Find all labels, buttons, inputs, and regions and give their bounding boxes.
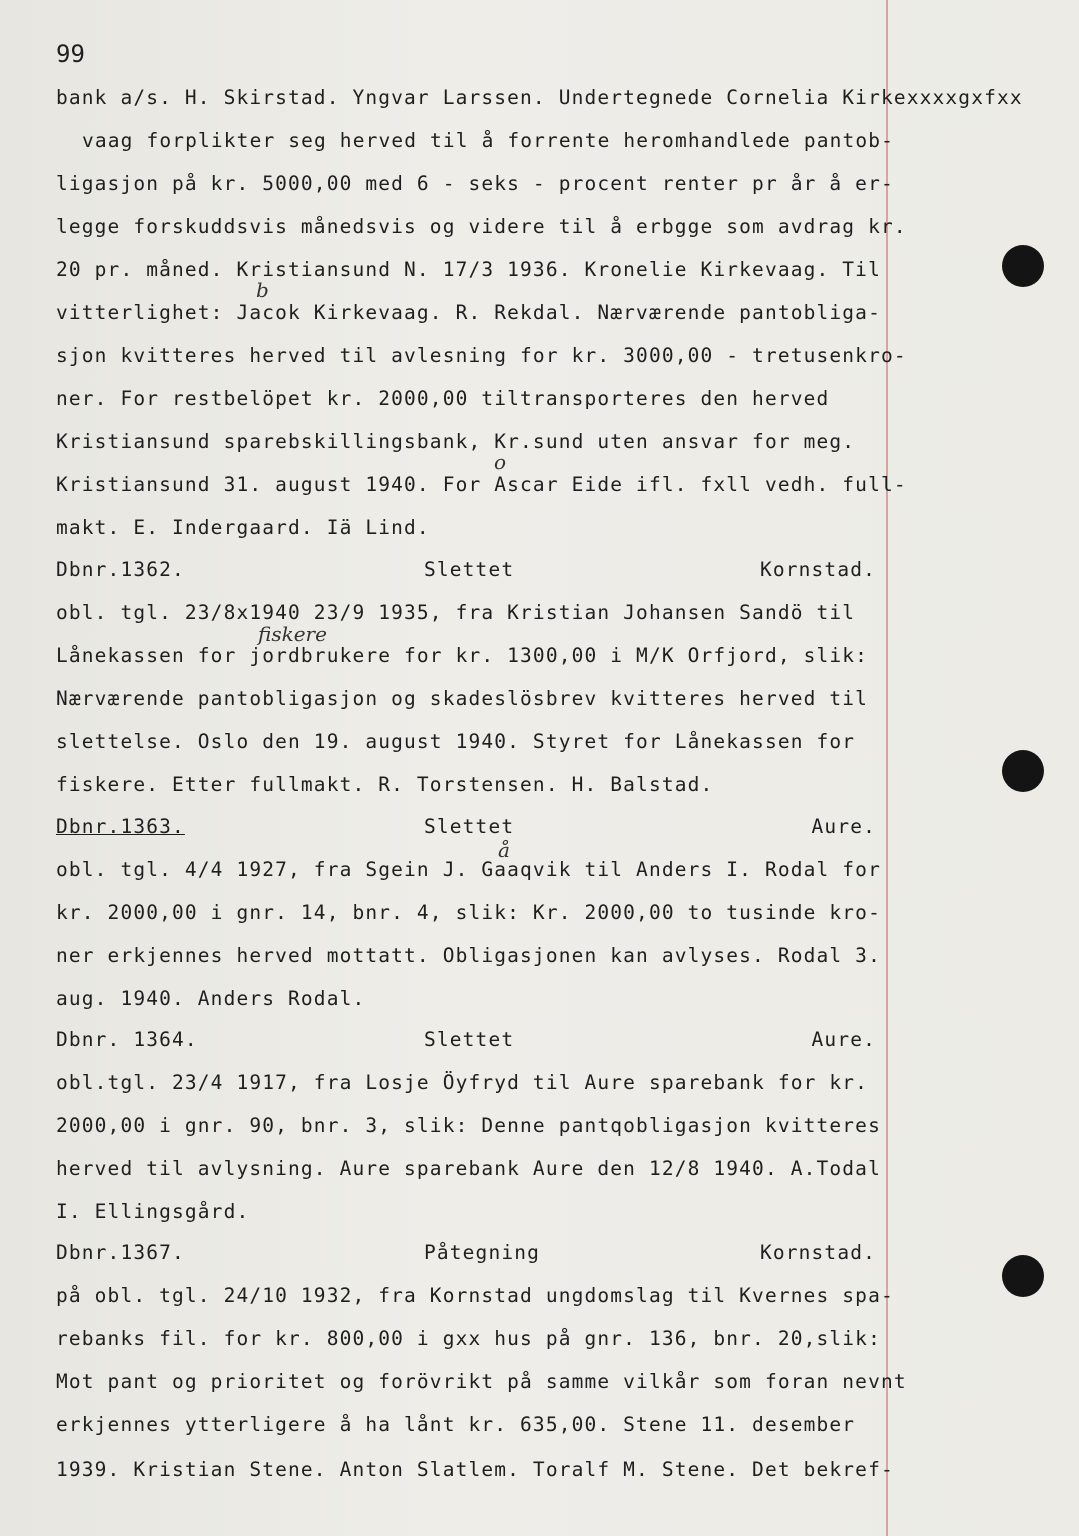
handwritten-correction: b [256, 278, 269, 302]
entry-action: Slettet [424, 1028, 515, 1051]
text-line: ner erkjennes herved mottatt. Obligasjonen kan avlyses. Rodal 3. [56, 944, 881, 967]
text-line: makt. E. Indergaard. Iä Lind. [56, 516, 430, 539]
text-line: I. Ellingsgård. [56, 1200, 250, 1223]
text-line: kr. 2000,00 i gnr. 14, bnr. 4, slik: Kr. 2000,00 to tusinde kro- [56, 901, 881, 924]
text-line: sjon kvitteres herved til avlesning for kr. 3000,00 - tretusenkro- [56, 344, 907, 367]
text-line: Kristiansund 31. august 1940. For Ascar Eide ifl. fxll vedh. full- [56, 473, 907, 496]
text-line: ner. For restbelöpet kr. 2000,00 tiltransporteres den herved [56, 387, 830, 410]
text-line: obl. tgl. 23/8x1940 23/9 1935, fra Kristian Johansen Sandö til [56, 601, 856, 624]
entry-number: Dbnr. 1364. [56, 1028, 198, 1051]
entry-place: Kornstad. [759, 1241, 876, 1264]
entry-number: Dbnr.1362. [56, 558, 185, 581]
text-line: herved til avlysning. Aure sparebank Aure den 12/8 1940. A.Todal [56, 1157, 881, 1180]
entry-number: Dbnr.1367. [56, 1241, 185, 1264]
text-line: obl.tgl. 23/4 1917, fra Losje Öyfryd til Aure sparebank for kr. [56, 1071, 869, 1094]
handwritten-correction: o [494, 450, 507, 474]
text-line: på obl. tgl. 24/10 1932, fra Kornstad ungdomslag til Kvernes spa- [56, 1284, 894, 1307]
text-line: aug. 1940. Anders Rodal. [56, 987, 366, 1010]
text-line: bank a/s. H. Skirstad. Yngvar Larssen. Undertegnede Cornelia Kirkexxxxgxfxx [56, 86, 1023, 109]
punch-hole [1002, 750, 1044, 792]
entry-place: Kornstad. [759, 558, 876, 581]
handwritten-insert: fiskere [258, 622, 327, 646]
text-line: vaag forplikter seg herved til å forrente heromhandlede pantob- [82, 129, 895, 152]
text-line: slettelse. Oslo den 19. august 1940. Styret for Lånekassen for [56, 730, 856, 753]
entry-action: Påtegning [424, 1241, 541, 1264]
entry-place: Aure. [811, 1028, 876, 1051]
text-line: 2000,00 i gnr. 90, bnr. 3, slik: Denne pantqobligasjon kvitteres [56, 1114, 881, 1137]
text-line: Mot pant og prioritet og forövrikt på samme vilkår som foran nevnt [56, 1370, 907, 1393]
entry-action: Slettet [424, 558, 515, 581]
text-line: Lånekassen for jordbrukere for kr. 1300,00 i M/K Orfjord, slik: [56, 644, 869, 667]
handwritten-correction: å [498, 838, 510, 862]
text-line: rebanks fil. for kr. 800,00 i gxx hus på gnr. 136, bnr. 20,slik: [56, 1327, 881, 1350]
text-line: fiskere. Etter fullmakt. R. Torstensen. H. Balstad. [56, 773, 714, 796]
entry-header [56, 1241, 876, 1265]
text-line: obl. tgl. 4/4 1927, fra Sgein J. Gaaqvik til Anders I. Rodal for [56, 858, 881, 881]
text-line: Nærværende pantobligasjon og skadeslösbrev kvitteres herved til [56, 687, 869, 710]
punch-hole [1002, 1255, 1044, 1297]
text-line: vitterlighet: Jacok Kirkevaag. R. Rekdal. Nærværende pantobliga- [56, 301, 881, 324]
entry-header [56, 558, 876, 582]
text-line: legge forskuddsvis månedsvis og videre til å erbgge som avdrag kr. [56, 215, 907, 238]
text-line: 1939. Kristian Stene. Anton Slatlem. Toralf M. Stene. Det bekref- [56, 1458, 894, 1481]
text-line: ligasjon på kr. 5000,00 med 6 - seks - procent renter pr år å er- [56, 172, 894, 195]
entry-header [56, 1028, 876, 1052]
text-line: 20 pr. måned. Kristiansund N. 17/3 1936. Kronelie Kirkevaag. Til [56, 258, 881, 281]
text-line: Kristiansund sparebskillingsbank, Kr.sund uten ansvar for meg. [56, 430, 856, 453]
page-number: 99 [56, 40, 85, 68]
entry-header [56, 815, 876, 839]
text-line: erkjennes ytterligere å ha lånt kr. 635,00. Stene 11. desember [56, 1413, 856, 1436]
entry-number: Dbnr.1363. [56, 815, 185, 838]
punch-hole [1002, 245, 1044, 287]
entry-action: Slettet [424, 815, 515, 838]
entry-place: Aure. [811, 815, 876, 838]
